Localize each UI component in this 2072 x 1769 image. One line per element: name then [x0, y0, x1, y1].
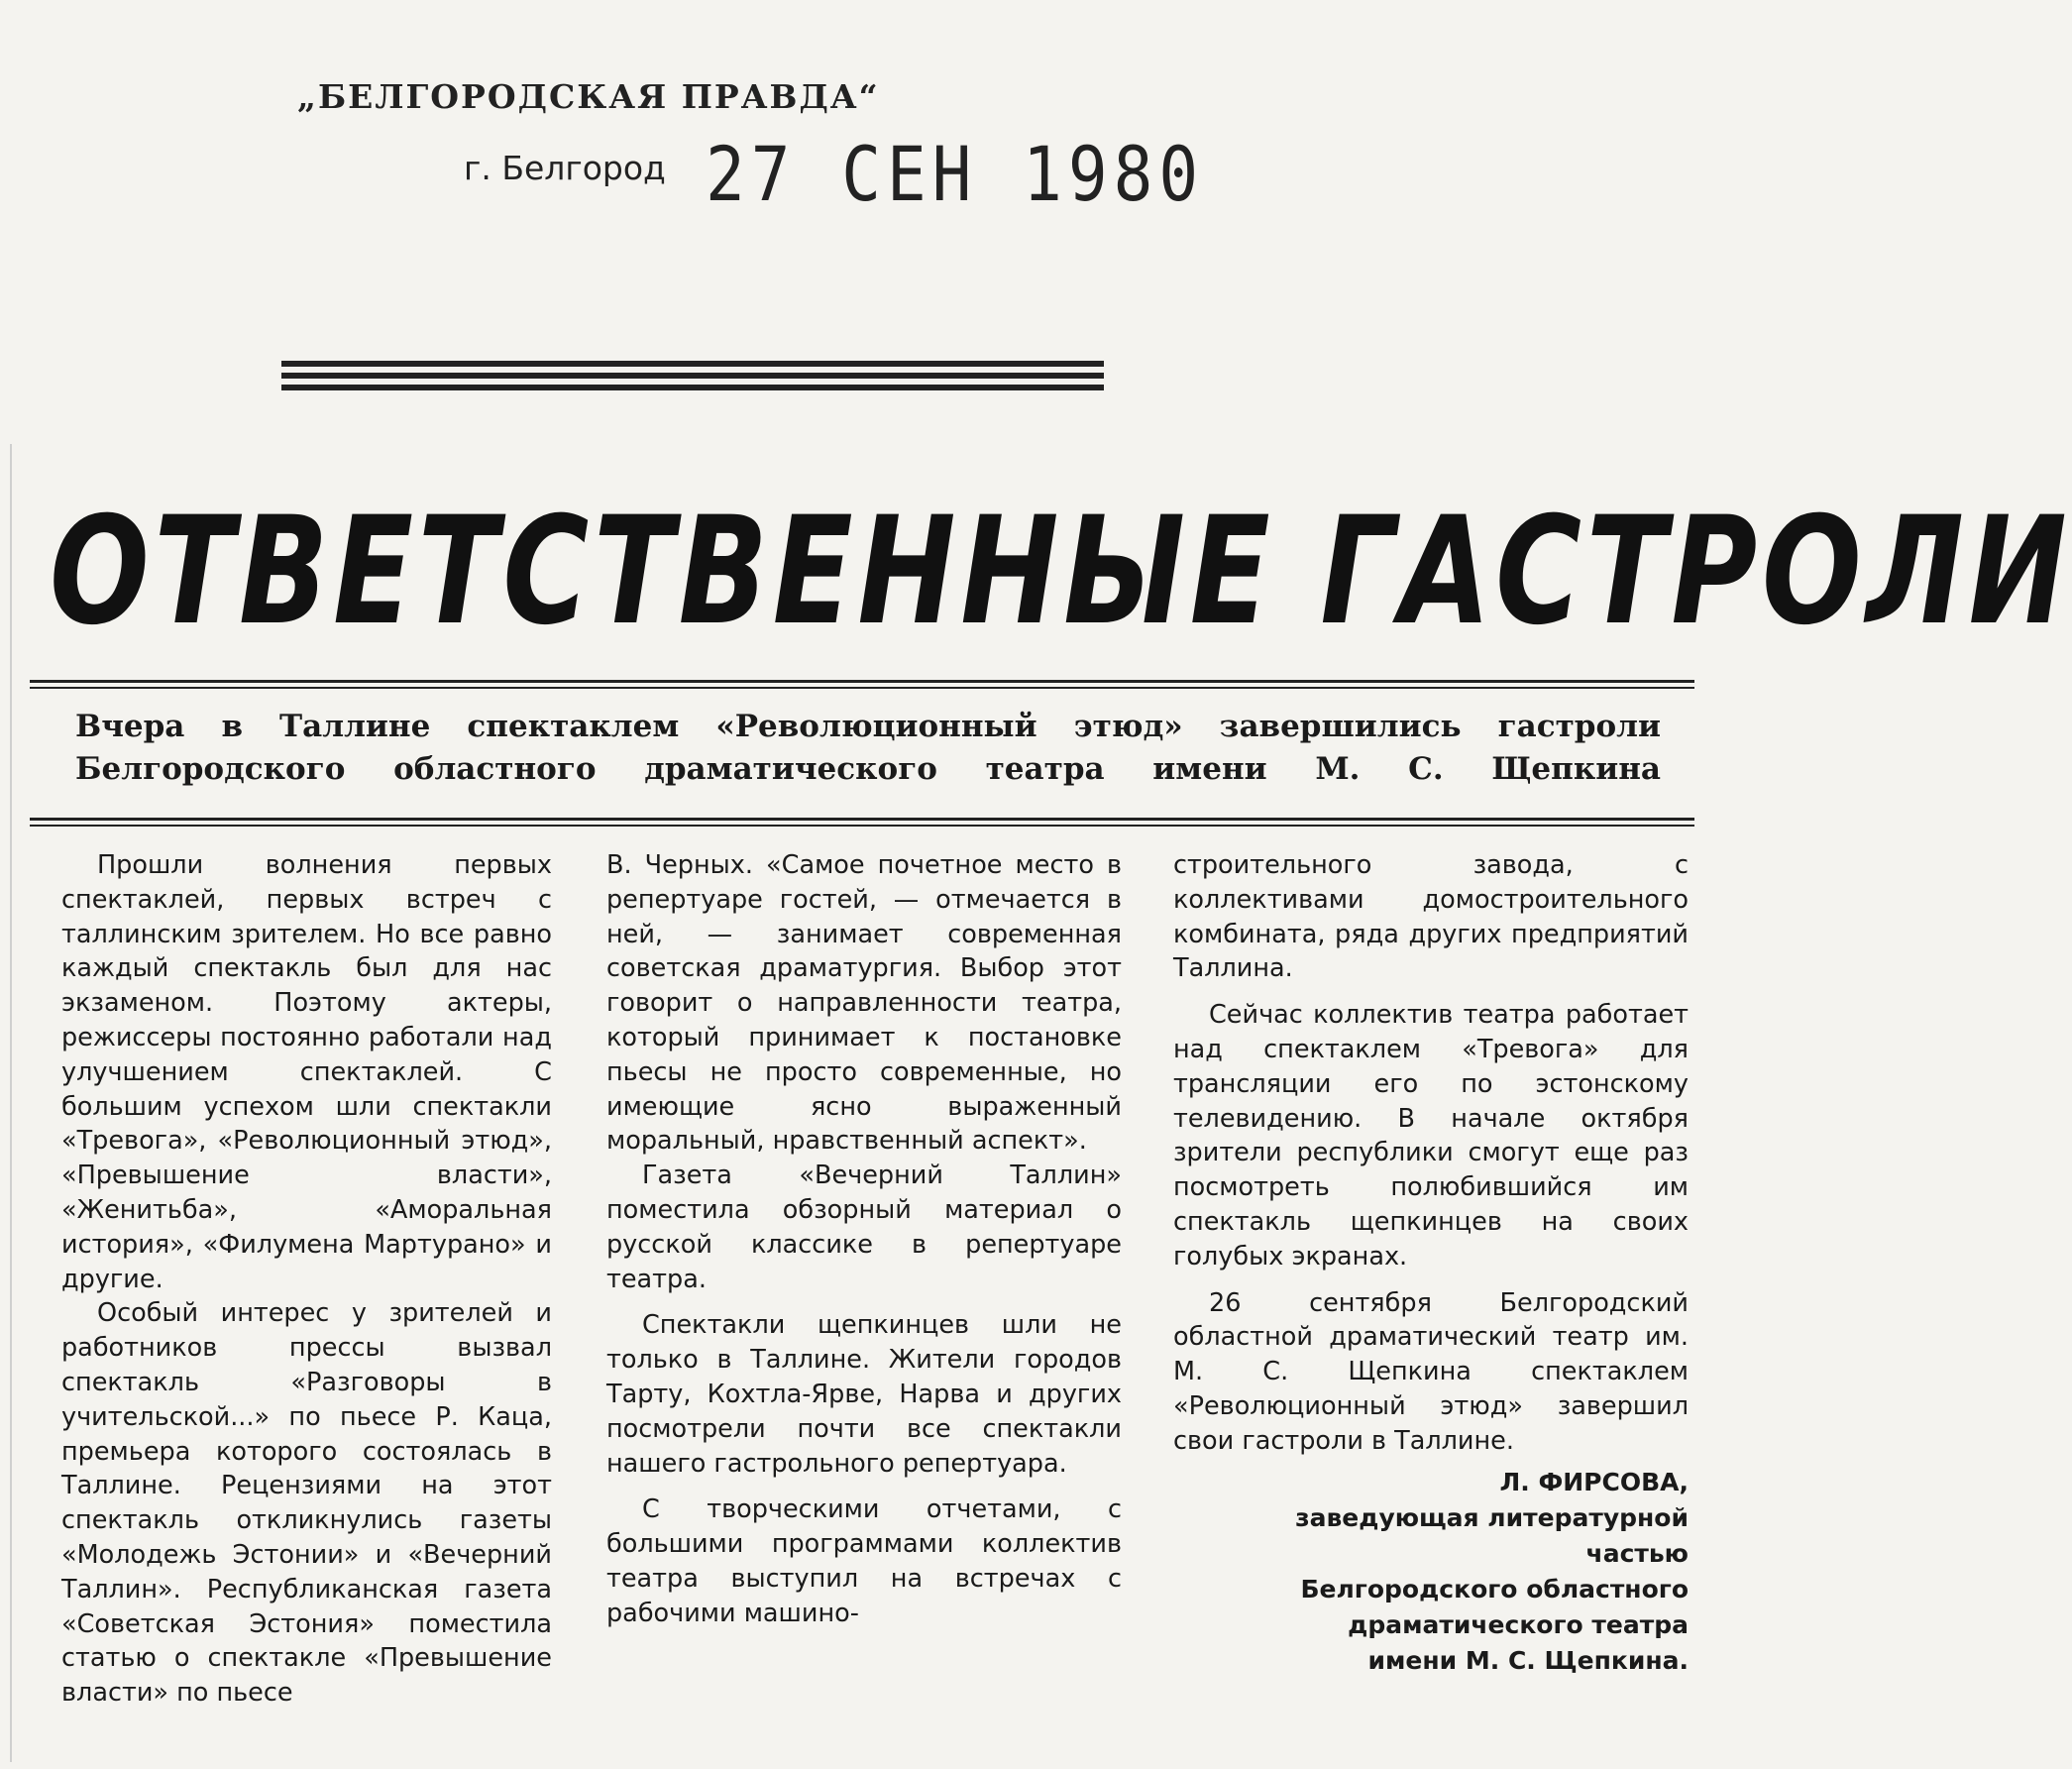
paragraph: Сейчас коллектив театра работает над спектаклем «Тревога» для трансляции его по эстонскому телевидению. В начале октября зрители республики смогут еще раз посмотреть полюбившийся им спектакль щепкинцев на своих голубых экранах.	[1173, 1000, 1689, 1271]
article-column-2	[606, 848, 1122, 1631]
lead-divider	[30, 818, 1694, 827]
lead-line-2: Белгородского областного драматического театра имени М. С. Щепкина	[75, 751, 1661, 787]
paragraph: Прошли волнения первых спектаклей, первых встреч с таллинским зрителем. Но все равно каждый спектакль был для нас экзаменом. Поэтому актеры, режиссеры постоянно работали над улучшением спектаклей. С большим успехом шли спектакли «Тревога», «Революционный этюд», «Превышение власти», «Женитьба», «Аморальная история», «Филумена Мартурано» и другие.	[61, 850, 552, 1294]
author-name: Л. ФИРСОВА,	[1499, 1467, 1689, 1496]
paragraph: Спектакли щепкинцев шли не только в Таллине. Жители городов Тарту, Кохтла-Ярве, Нарва и других посмотрели почти все спектакли нашего гастрольного репертуара.	[606, 1310, 1122, 1479]
date-stamp: 27 СЕН 1980	[706, 131, 1205, 219]
paragraph: Особый интерес у зрителей и работников прессы вызвал спектакль «Разговоры в учительской...» по пьесе Р. Каца, премьера которого состоялась в Таллине. Рецензиями на этот спектакль откликнулись газеты «Молодежь Эстонии» и «Вечерний Таллин». Республиканская газета «Советская Эстония» поместила статью о спектакле «Превышение власти» по пьесе	[61, 1298, 552, 1709]
ornamental-rule	[281, 361, 1104, 404]
article-column-3	[1173, 848, 1689, 1679]
article-column-1	[61, 848, 552, 1711]
author-signature	[1173, 1465, 1689, 1679]
paragraph: В. Черных. «Самое почетное место в репертуаре гостей, — отмечается в ней, — занимает современная советская драматургия. Выбор этот говорит о направленности театра, который принимает к постановке пьесы не просто современные, но имеющие ясно выраженный моральный, нравственный аспект».	[606, 850, 1122, 1157]
newspaper-stamp-name: „БЕЛГОРОДСКАЯ ПРАВДА“	[297, 77, 880, 116]
paragraph: С творческими отчетами, с большими программами коллектив театра выступил на встречах с рабочими машино-	[606, 1494, 1122, 1628]
lead-line-1: Вчера в Таллине спектаклем «Революционный этюд» завершились гастроли	[75, 709, 1661, 744]
author-title: частью	[1585, 1538, 1689, 1568]
author-title: Белгородского областного	[1300, 1574, 1689, 1603]
paragraph: Газета «Вечерний Таллин» поместила обзорный материал о русской классике в репертуаре театра.	[606, 1161, 1122, 1294]
article-headline: ОТВЕТСТВЕННЫЕ ГАСТРОЛИ	[50, 486, 2072, 658]
author-title: заведующая литературной	[1295, 1502, 1689, 1532]
paragraph: строительного завода, с коллективами домостроительного комбината, ряда других предприятий Таллина.	[1173, 850, 1689, 984]
newspaper-stamp-city: г. Белгород	[464, 149, 666, 187]
author-title: драматического театра	[1348, 1609, 1689, 1639]
article-lead	[75, 706, 1661, 791]
headline-divider	[30, 680, 1694, 689]
paragraph: 26 сентября Белгородский областной драматический театр им. М. С. Щепкина спектаклем «Революционный этюд» завершил свои гастроли в Таллине.	[1173, 1287, 1689, 1456]
author-title: имени М. С. Щепкина.	[1367, 1645, 1689, 1675]
